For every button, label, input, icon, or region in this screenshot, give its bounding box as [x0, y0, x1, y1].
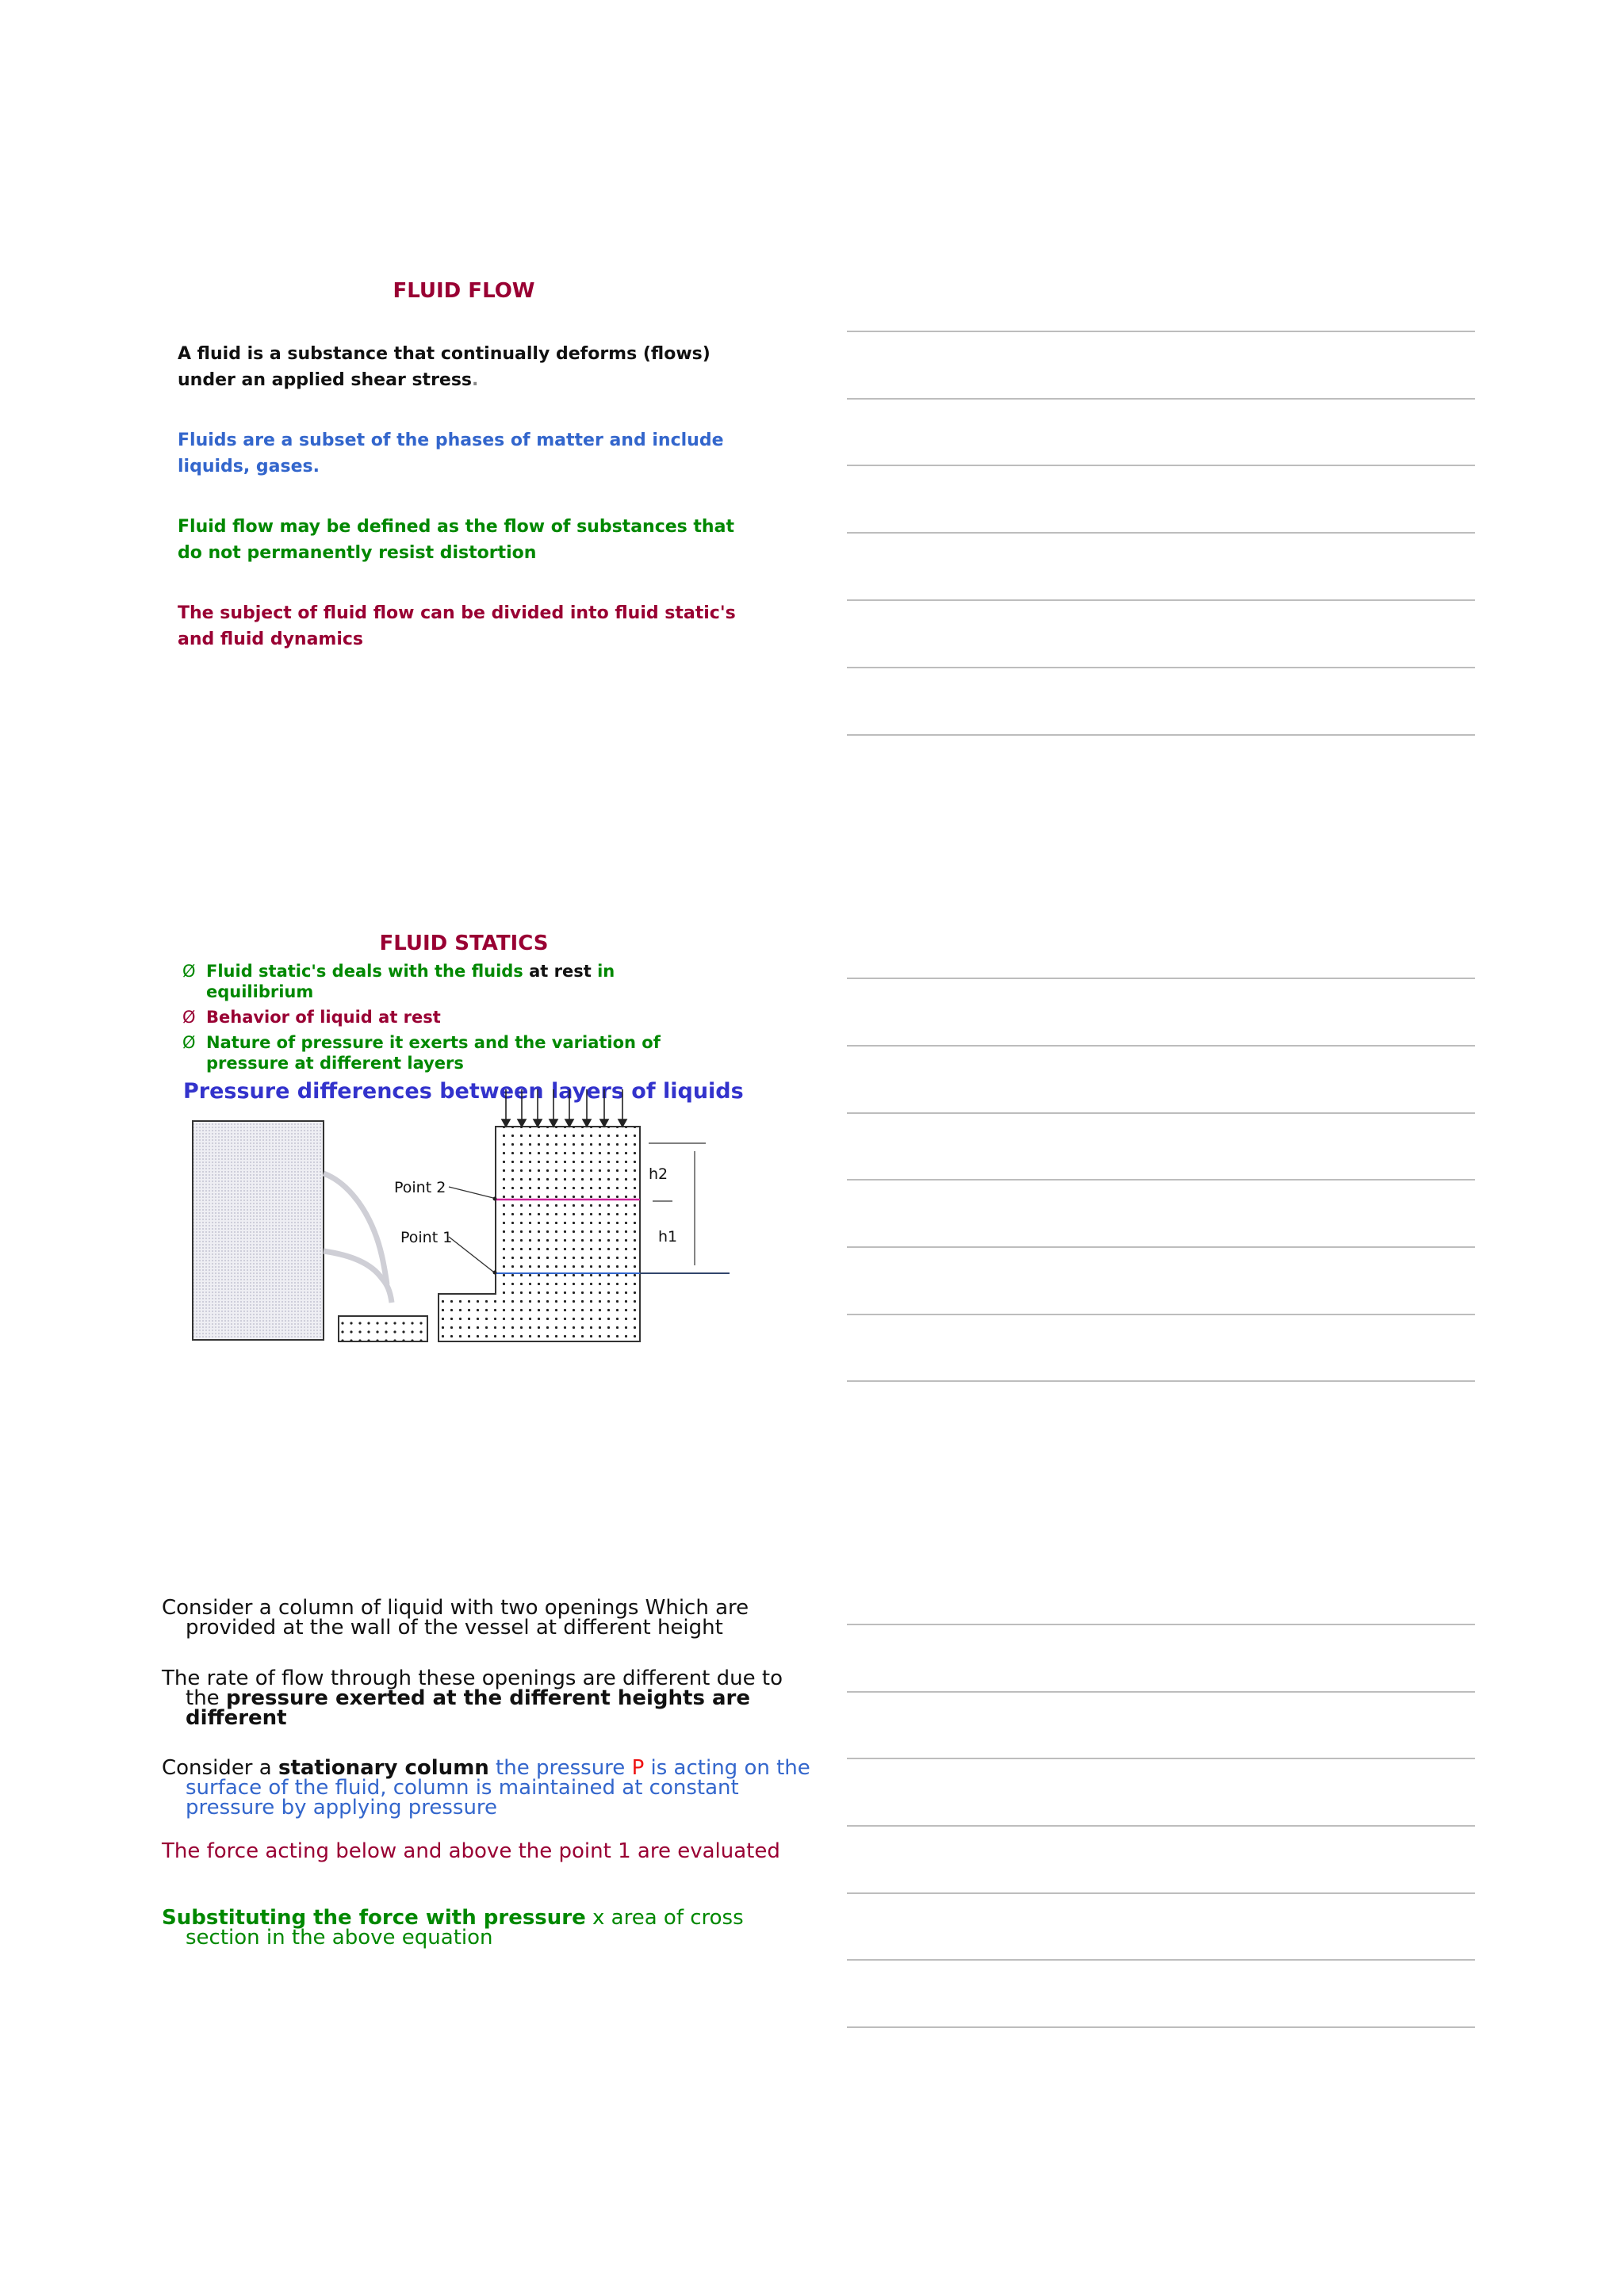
- slide3-p3-part-e: is acting on the surface of the fluid, column is maintained at constant pressure by applying pressure: [186, 1756, 810, 1820]
- note-line: [847, 2026, 1475, 2028]
- right-vessel: [439, 1127, 640, 1341]
- slide3-p5-part-a: Substituting the force with pressure: [162, 1906, 586, 1930]
- note-line: [847, 978, 1475, 979]
- point2-label: Point 2: [394, 1179, 446, 1196]
- h2-label: h2: [649, 1165, 668, 1183]
- slide3-p3-part-a: Consider a: [162, 1756, 278, 1780]
- slide2-bullet-1-text: [206, 961, 714, 1002]
- bullet-1-part-b: at rest: [529, 962, 592, 981]
- slide2-bullet-2: [182, 1007, 737, 1029]
- note-line: [847, 465, 1475, 466]
- note-line: [847, 734, 1475, 736]
- note-line: [847, 1314, 1475, 1315]
- slide3-p3-part-b: stationary column: [278, 1756, 489, 1780]
- slide3-paragraph-5: [162, 1908, 820, 1948]
- point2-marker: [493, 1197, 497, 1201]
- slide3-paragraph-2: [162, 1669, 820, 1728]
- slide2-bullet-1: [182, 961, 737, 1004]
- bullet-marker-icon: Ø: [182, 962, 196, 981]
- note-line: [847, 331, 1475, 332]
- pressure-arrows: [502, 1089, 626, 1127]
- left-vessel: [193, 1121, 324, 1340]
- slide1-paragraph-1-text: A fluid is a substance that continually deforms (flows) under an applied shear stress: [178, 344, 710, 390]
- note-line: [847, 667, 1475, 668]
- note-line: [847, 532, 1475, 534]
- bullet-1-part-c: in equilibrium: [206, 962, 615, 1001]
- upper-jet: [324, 1173, 387, 1284]
- slide3-paragraph-3: [162, 1758, 820, 1818]
- slide2-bullet-2-text: Behavior of liquid at rest: [206, 1008, 441, 1027]
- slide3-paragraph-4: The force acting below and above the point 1 are evaluated: [162, 1839, 780, 1863]
- slide1-paragraph-4: The subject of fluid flow can be divided into fluid static's and fluid dynamics: [178, 603, 736, 649]
- slide3-p3-part-c: the pressure: [488, 1756, 632, 1780]
- point1-marker: [493, 1271, 497, 1275]
- slide3-p5-part-b: x area of cross section in the above equation: [186, 1906, 744, 1950]
- note-line: [847, 1246, 1475, 1248]
- note-line: [847, 1112, 1475, 1114]
- note-line: [847, 1959, 1475, 1961]
- note-line: [847, 1380, 1475, 1382]
- slide3-p3-part-d: P: [631, 1756, 645, 1780]
- slide1-paragraph-3: Fluid flow may be defined as the flow of substances that do not permanently resist distortion: [178, 517, 734, 563]
- note-line: [847, 1179, 1475, 1181]
- bullet-1-part-a: Fluid static's deals with the fluids: [206, 962, 530, 981]
- point2-leader: [449, 1187, 493, 1198]
- slide2-bullet-3: [182, 1032, 737, 1075]
- slide3-p2-part-a: The rate of flow through these openings are different due to the: [162, 1667, 783, 1710]
- pressure-diagram: [182, 1085, 745, 1346]
- note-line: [847, 1045, 1475, 1047]
- note-line: [847, 1758, 1475, 1759]
- note-line: [847, 599, 1475, 601]
- note-line: [847, 1691, 1475, 1693]
- slide1-paragraph-1: [178, 341, 756, 393]
- note-line: [847, 1892, 1475, 1894]
- point1-leader: [449, 1237, 493, 1272]
- note-line: [847, 398, 1475, 400]
- slide2-subheading: Pressure differences between layers of liquids: [183, 1079, 744, 1104]
- bullet-marker-icon: Ø: [182, 1033, 196, 1052]
- slide2-title: FLUID STATICS: [379, 932, 549, 955]
- slide1-paragraph-1-dot: .: [472, 370, 479, 390]
- note-line: [847, 1825, 1475, 1827]
- h1-label: h1: [658, 1228, 678, 1246]
- slide1-paragraph-2: Fluids are a subset of the phases of matter and include liquids, gases.: [178, 430, 724, 476]
- point1-label: Point 1: [400, 1229, 453, 1246]
- bullet-marker-icon: Ø: [182, 1008, 196, 1027]
- slide3-p2-part-b: pressure exerted at the different heights are different: [186, 1686, 751, 1730]
- note-line: [847, 1624, 1475, 1625]
- slide2-bullet-3-text: Nature of pressure it exerts and the variation of pressure at different layers: [206, 1033, 661, 1073]
- collecting-tray: [339, 1316, 427, 1341]
- slide1-title: FLUID FLOW: [393, 279, 535, 303]
- slide3-paragraph-1: Consider a column of liquid with two openings Which are provided at the wall of the vessel at different height: [162, 1596, 749, 1640]
